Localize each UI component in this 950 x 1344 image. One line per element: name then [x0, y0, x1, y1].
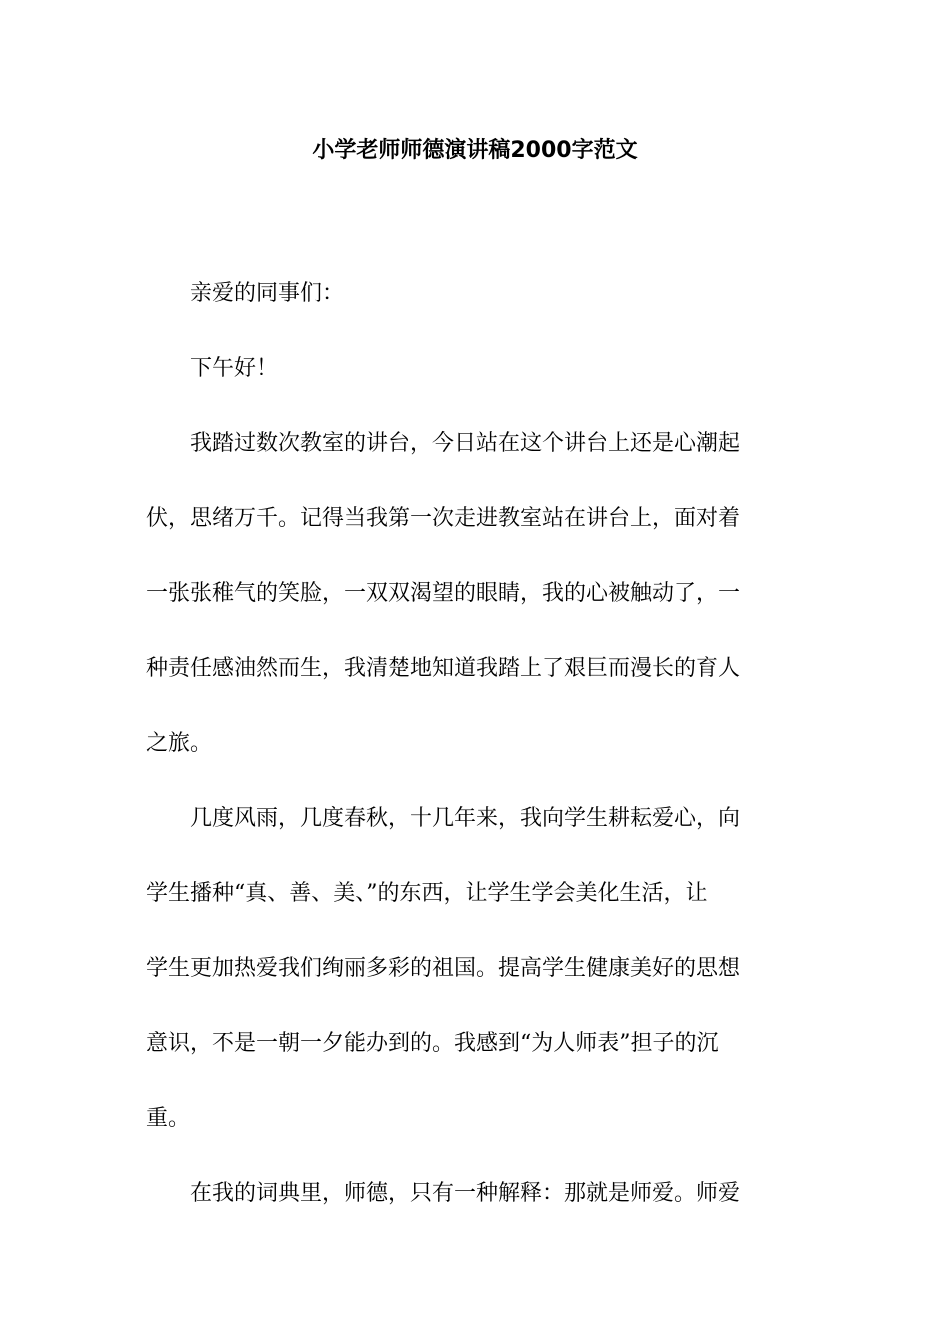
- paragraph-3: 在我的词典里，师德，只有一种解释：那就是师爱。师爱: [190, 1181, 741, 1206]
- paragraph-greeting: 亲爱的同事们：: [190, 281, 345, 306]
- document-body: [146, 256, 810, 1231]
- paragraph-salutation: 下午好！: [190, 356, 279, 381]
- document-title: 小学老师师德演讲稿2000字范文: [312, 138, 638, 163]
- paragraph-2: 几度风雨，几度春秋，十几年来，我向学生耕耘爱心，向 学生播种“真、善、美、”的东西，让学生学会美化生活，让 学生更加热爱我们绚丽多彩的祖国。提高学生健康美好的思想 意识，不是一朝一夕能办到的。我感到“为人师表”担子的沉 重。: [146, 806, 741, 1131]
- paragraph-1: 我踏过数次教室的讲台，今日站在这个讲台上还是心潮起 伏，思绪万千。记得当我第一次走进教室站在讲台上，面对着 一张张稚气的笑脸，一双双渴望的眼睛，我的心被触动了，一 种责任感油然而生，我清楚地知道我踏上了艰巨而漫长的育人 之旅。: [146, 431, 741, 756]
